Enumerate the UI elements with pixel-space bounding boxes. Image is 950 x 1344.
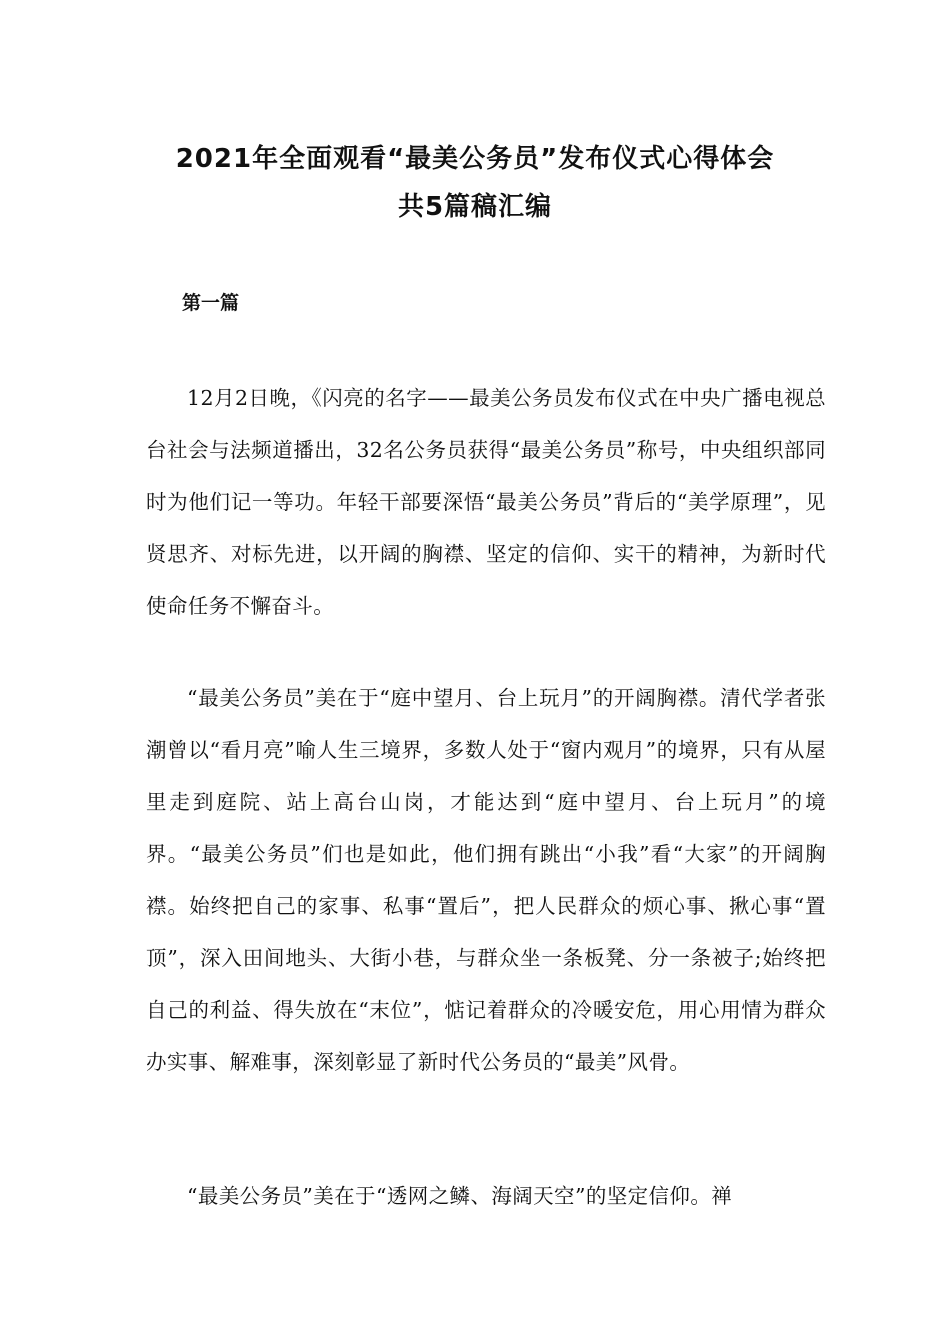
paragraph-2: “最美公务员”美在于“庭中望月、台上玩月”的开阔胸襟。清代学者张潮曾以“看月亮”喻人生三境界，多数人处于“窗内观月”的境界，只有从屋里走到庭院、站上高台山岗，才能达到“庭中望月、台上玩月”的境界。“最美公务员”们也是如此，他们拥有跳出“小我”看“大家”的开阔胸襟。始终把自己的家事、私事“置后”，把人民群众的烦心事、揪心事“置顶”，深入田间地头、大街小巷，与群众坐一条板凳、分一条被子;始终把自己的利益、得失放在“末位”，惦记着群众的冷暖安危，用心用情为群众办实事、解难事，深刻彰显了新时代公务员的“最美”风骨。 [146,686,826,1074]
document-title-line-2: 共5篇稿汇编 [397,192,553,222]
paragraph-3: “最美公务员”美在于“透网之鳞、海阔天空”的坚定信仰。禅 [187,1184,733,1208]
section-heading: 第一篇 [182,292,240,314]
document-title-line-1: 2021年全面观看“最美公务员”发布仪式心得体会 [175,144,775,174]
paragraph-1: 12月2日晚，《闪亮的名字——最美公务员发布仪式在中央广播电视总台社会与法频道播出，32名公务员获得“最美公务员”称号，中央组织部同时为他们记一等功。年轻干部要深悟“最美公务员”背后的“美学原理”，见贤思齐、对标先进，以开阔的胸襟、坚定的信仰、实干的精神，为新时代使命任务不懈奋斗。 [146,386,826,618]
